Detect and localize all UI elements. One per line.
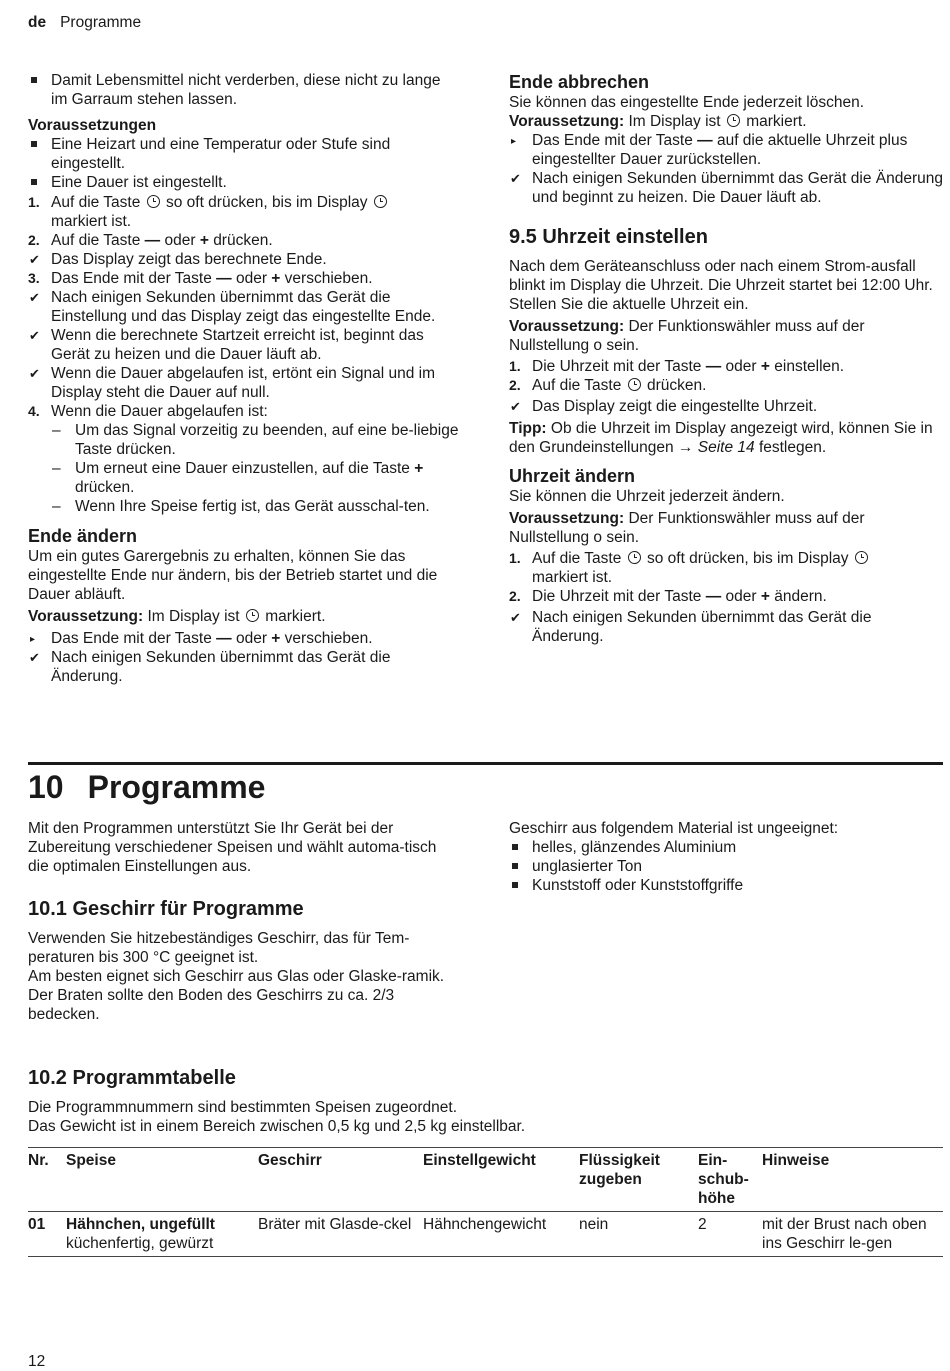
action-item: ▸ Das Ende mit der Taste — oder + verschieben. (30, 630, 373, 647)
clock-icon (855, 551, 868, 564)
prereq-line: Voraussetzung: Der Funktionswähler muss auf der Nullstellung o sein. (509, 510, 865, 546)
programme-table (28, 1147, 943, 1257)
table-header: Flüssigkeit zugeben (579, 1148, 698, 1212)
minus-icon: — (697, 132, 713, 149)
prereq-heading: Voraussetzungen (28, 117, 157, 134)
ende-aendern-heading: Ende ändern (28, 526, 138, 546)
check-icon: ✔ (29, 328, 40, 343)
chapter-rule (28, 762, 943, 765)
step-item: 1. Die Uhrzeit mit der Taste — oder + einstellen. (509, 358, 845, 375)
plus-icon: + (760, 588, 770, 605)
paragraph: Am besten eignet sich Geschirr aus Glas oder Glaske-ramik. Der Braten sollte den Boden des Geschirrs zu ca. 2/3 bedecken. (28, 968, 445, 1023)
programmtabelle-heading: 10.2 Programmtabelle (28, 1067, 236, 1089)
check-icon: ✔ (510, 610, 521, 625)
clock-icon (147, 195, 160, 208)
table-cell: Hähnchen, ungefüllt küchenfertig, gewürzt (66, 1212, 258, 1257)
paragraph: Um ein gutes Garergebnis zu erhalten, können Sie das eingestellte Ende nur ändern, bis der Betrieb startet und die Dauer abläuft. (28, 548, 438, 603)
table-header: Nr. (28, 1148, 66, 1212)
plus-icon: + (271, 630, 281, 647)
table-cell: 2 (698, 1212, 762, 1257)
table-header: Geschirr (258, 1148, 423, 1212)
arrow-icon: ▸ (511, 136, 517, 147)
dash-item: – Um erneut eine Dauer einzustellen, auf die Taste + drücken. (52, 460, 424, 496)
tip-line: Tipp: Ob die Uhrzeit im Display angezeigt wird, können Sie in den Grundeinstellungen → Seite 14 festlegen. (509, 420, 933, 456)
bullet-item: unglasierter Ton (509, 857, 945, 876)
table-header: Hinweise (762, 1148, 943, 1212)
bullet-item: Eine Heizart und eine Temperatur oder Stufe sind eingestellt. (28, 135, 460, 173)
clock-icon (246, 609, 259, 622)
step-item: 1. Auf die Taste so oft drücken, bis im Display markiert ist. (28, 193, 460, 231)
step-item: 2. Die Uhrzeit mit der Taste — oder + ändern. (509, 588, 827, 605)
table-cell: nein (579, 1212, 698, 1257)
plus-icon: + (414, 460, 424, 477)
clock-icon (628, 551, 641, 564)
table-cell: 01 (28, 1212, 66, 1257)
clock-icon (727, 114, 740, 127)
step-item: 4. Wenn die Dauer abgelaufen ist: (28, 403, 268, 420)
step-item: 3. Das Ende mit der Taste — oder + verschieben. (28, 270, 373, 287)
step-item: 1. Auf die Taste so oft drücken, bis im Display markiert ist. (509, 549, 945, 587)
left-column-top (28, 71, 460, 686)
result-item: ✔ Das Display zeigt das berechnete Ende. (29, 251, 327, 268)
result-item: ✔ Nach einigen Sekunden übernimmt das Gerät die Änderung. (29, 649, 391, 685)
clock-icon (374, 195, 387, 208)
ende-abbrechen-heading: Ende abbrechen (509, 72, 650, 92)
paragraph: Geschirr aus folgendem Material ist ungeeignet: (509, 820, 839, 837)
paragraph: Die Programmnummern sind bestimmten Speisen zugeordnet. (28, 1099, 458, 1116)
geschirr-heading: 10.1 Geschirr für Programme (28, 898, 304, 920)
table-cell: Bräter mit Glasde-ckel (258, 1212, 423, 1257)
chapter-right (509, 819, 945, 895)
bullet-item: Eine Dauer ist eingestellt. (28, 173, 460, 192)
minus-icon: — (216, 630, 232, 647)
prereq-line: Voraussetzung: Der Funktionswähler muss auf der Nullstellung o sein. (509, 318, 865, 354)
table-header: Speise (66, 1148, 258, 1212)
chapter-left (28, 819, 460, 1024)
check-icon: ✔ (29, 252, 40, 267)
table-header: Ein-schub-höhe (698, 1148, 762, 1212)
uhrzeit-einstellen-heading: 9.5 Uhrzeit einstellen (509, 226, 708, 248)
table-cell: Hähnchengewicht (423, 1212, 579, 1257)
language-code: de (28, 14, 47, 31)
dash-item: – Wenn Ihre Speise fertig ist, das Gerät ausschal-ten. (52, 498, 430, 515)
table-header: Einstellgewicht (423, 1148, 579, 1212)
programmtabelle-section (28, 1066, 943, 1136)
bullet-item: Kunststoff oder Kunststoffgriffe (509, 876, 945, 895)
paragraph: Sie können die Uhrzeit jederzeit ändern. (509, 488, 785, 505)
table-row (28, 1212, 943, 1257)
paragraph: Mit den Programmen unterstützt Sie Ihr Gerät bei der Zubereitung verschiedener Speisen und wählt automa-tisch die optimalen Einstellungen aus. (28, 820, 437, 875)
right-column-top (509, 71, 945, 646)
paragraph: Nach dem Geräteanschluss oder nach einem Strom-ausfall blinkt im Display die Uhrzeit. Die Uhrzeit startet bei 12:00 Uhr. Stellen Sie die aktuelle Uhrzeit ein. (509, 258, 933, 313)
minus-icon: — (144, 232, 161, 249)
step-item: 2. Auf die Taste — oder + drücken. (28, 232, 273, 249)
result-item: ✔ Das Display zeigt die eingestellte Uhrzeit. (510, 398, 818, 415)
paragraph: Das Gewicht ist in einem Bereich zwischen 0,5 kg und 2,5 kg einstellbar. (28, 1118, 526, 1135)
prereq-line: Voraussetzung: Im Display ist markiert. (28, 608, 326, 625)
check-icon: ✔ (510, 171, 521, 186)
paragraph: Sie können das eingestellte Ende jederzeit löschen. (509, 94, 865, 111)
plus-icon: + (271, 270, 281, 287)
minus-icon: — (705, 358, 722, 375)
header-section: Programme (60, 14, 142, 31)
result-item: ✔ Nach einigen Sekunden übernimmt das Gerät die Änderung und beginnt zu heizen. Die Dauer läuft ab. (510, 170, 944, 206)
paragraph: Verwenden Sie hitzebeständiges Geschirr, das für Tem-peraturen bis 300 °C geeignet ist. (28, 930, 410, 966)
dash-item: – Um das Signal vorzeitig zu beenden, auf eine be-liebige Taste drücken. (52, 422, 459, 458)
result-item: ✔ Wenn die berechnete Startzeit erreicht ist, beginnt das Gerät zu heizen und die Dauer läuft ab. (29, 327, 424, 363)
check-icon: ✔ (29, 366, 40, 381)
step-item: 2. Auf die Taste drücken. (509, 377, 707, 394)
check-icon: ✔ (29, 290, 40, 305)
page-header (28, 13, 141, 32)
action-item: ▸ Das Ende mit der Taste — auf die aktuelle Uhrzeit plus eingestellter Dauer zurückstellen. (511, 132, 908, 168)
minus-icon: — (216, 270, 232, 287)
bullet-item: helles, glänzendes Aluminium (509, 838, 945, 857)
link-arrow-icon: → (677, 439, 694, 456)
prereq-line: Voraussetzung: Im Display ist markiert. (509, 113, 807, 130)
table-header-row (28, 1148, 943, 1212)
result-item: ✔ Nach einigen Sekunden übernimmt das Gerät die Einstellung und das Display zeigt das eingestellte Ende. (29, 289, 436, 325)
page-link[interactable]: Seite 14 (697, 439, 755, 456)
table-cell: mit der Brust nach oben ins Geschirr le-gen (762, 1212, 943, 1257)
result-item: ✔ Wenn die Dauer abgelaufen ist, ertönt ein Signal und im Display steht die Dauer auf null. (29, 365, 436, 401)
page-number: 12 (28, 1353, 46, 1370)
chapter-title: 10 Programme (28, 769, 266, 805)
check-icon: ✔ (510, 399, 521, 414)
plus-icon: + (760, 358, 770, 375)
bullet-item: Damit Lebensmittel nicht verderben, diese nicht zu lange im Garraum stehen lassen. (28, 71, 460, 109)
clock-icon (628, 378, 641, 391)
plus-icon: + (199, 232, 209, 249)
check-icon: ✔ (29, 650, 40, 665)
arrow-icon: ▸ (30, 634, 36, 645)
uhrzeit-aendern-heading: Uhrzeit ändern (509, 466, 636, 486)
minus-icon: — (705, 588, 722, 605)
result-item: ✔ Nach einigen Sekunden übernimmt das Gerät die Änderung. (510, 609, 872, 645)
